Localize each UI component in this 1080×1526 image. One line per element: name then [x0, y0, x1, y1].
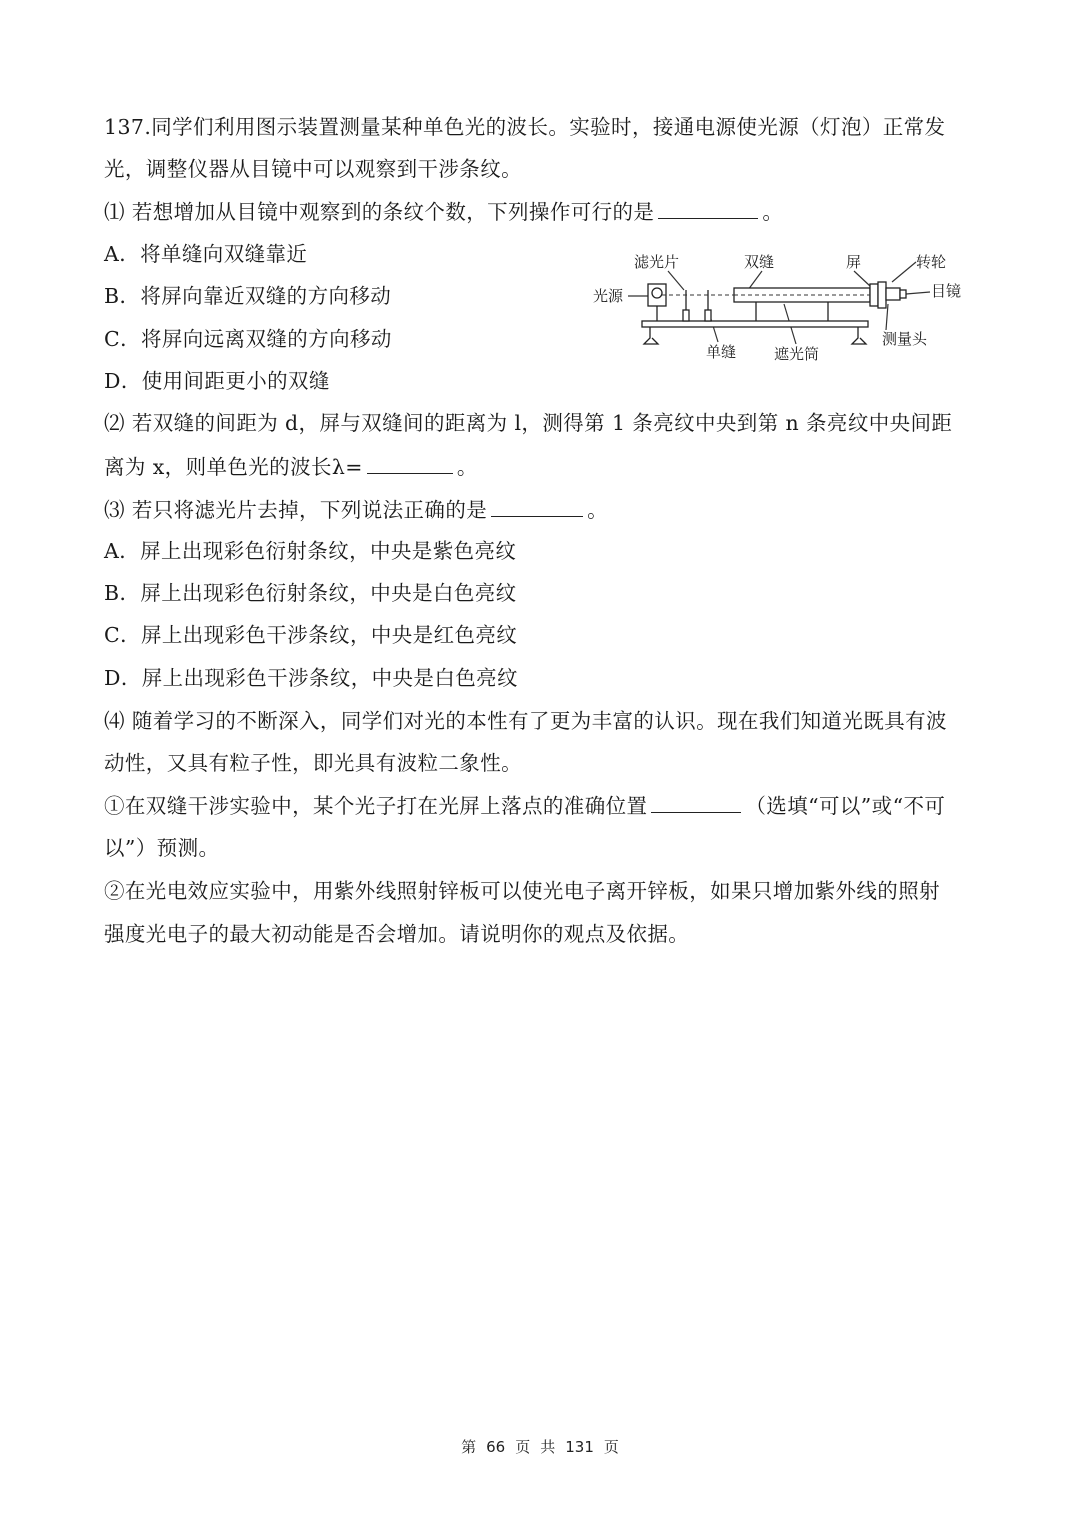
part2-line-2	[104, 451, 478, 482]
part1-option-c: C．将屏向远离双缝的方向移动	[104, 327, 392, 351]
label-filter: 滤光片	[634, 253, 680, 271]
label-measuring-head: 测量头	[882, 330, 928, 348]
label-single-slit: 单缝	[706, 343, 737, 361]
leader-double-slit	[748, 271, 762, 290]
label-eyepiece: 目镜	[931, 282, 962, 300]
screen-plate	[870, 284, 878, 306]
question-stem-line-2: 光，调整仪器从目镜中可以观察到干涉条纹。	[104, 157, 522, 181]
part1-option-a: A．将单缝向双缝靠近	[104, 242, 308, 266]
part4-sub1-line-2: 以”）预测。	[104, 836, 220, 860]
part4-line-1: ⑷ 随着学习的不断深入，同学们对光的本性有了更为丰富的认识。现在我们知道光既具有波	[104, 709, 947, 733]
bench-leg-left	[644, 327, 658, 344]
part3-option-c: C．屏上出现彩色干涉条纹，中央是红色亮纹	[104, 623, 518, 647]
part2-line-1: ⑵ 若双缝的间距为 d，屏与双缝间的距离为 l，测得第 1 条亮纹中央到第 n 条亮纹中央间距	[104, 411, 953, 435]
part3-prompt-text: ⑶ 若只将滤光片去掉，下列说法正确的是	[104, 498, 488, 522]
question-stem-line-1: 137.同学们利用图示装置测量某种单色光的波长。实验时，接通电源使光源（灯泡）正常发	[104, 115, 946, 139]
footer-word-gong: 共	[540, 1438, 556, 1456]
part4-sub2-line-2: 强度光电子的最大初动能是否会增加。请说明你的观点及依据。	[104, 922, 690, 946]
footer-word-ye-2: 页	[603, 1438, 619, 1456]
label-light-source: 光源	[593, 287, 624, 305]
leader-wheel	[892, 262, 916, 282]
leader-filter	[668, 271, 684, 290]
part1-answer-blank[interactable]	[658, 196, 758, 219]
eyepiece-tube	[886, 288, 900, 300]
leader-eyepiece	[906, 292, 930, 294]
single-slit-holder	[705, 310, 711, 321]
part3-option-d: D．屏上出现彩色干涉条纹，中央是白色亮纹	[104, 666, 518, 690]
bench-leg-right	[852, 327, 866, 344]
part3-option-a: A．屏上出现彩色衍射条纹，中央是紫色亮纹	[104, 539, 517, 563]
footer-word-di: 第	[461, 1438, 477, 1456]
part1-option-b: B．将屏向靠近双缝的方向移动	[104, 284, 392, 308]
part1-option-d: D．使用间距更小的双缝	[104, 369, 330, 393]
label-double-slit: 双缝	[744, 253, 775, 271]
footer-total-pages: 131	[565, 1438, 594, 1456]
part1-prompt	[104, 196, 783, 227]
bulb-icon	[652, 288, 662, 298]
part4-sub2-line-1: ②在光电效应实验中，用紫外线照射锌板可以使光电子离开锌板，如果只增加紫外线的照射	[104, 879, 940, 903]
eyepiece-lens	[900, 290, 906, 298]
part4-line-2: 动性，又具有粒子性，即光具有波粒二象性。	[104, 751, 522, 775]
footer-word-ye: 页	[515, 1438, 531, 1456]
part1-prompt-text: ⑴ 若想增加从目镜中观察到的条纹个数，下列操作可行的是	[104, 200, 655, 224]
part4-sub1-prefix: ①在双缝干涉实验中，某个光子打在光屏上落点的准确位置	[104, 794, 648, 818]
part2-period: 。	[456, 455, 478, 479]
part2-line-2-text: 离为 x，则单色光的波长λ=	[104, 455, 363, 479]
part4-sub1-suffix: （选填“可以”或“不可	[745, 794, 946, 818]
part1-period: 。	[762, 200, 784, 224]
part2-answer-blank[interactable]	[367, 451, 453, 474]
double-slit-apparatus-diagram	[588, 246, 988, 372]
part3-period: 。	[587, 498, 609, 522]
part4-sub1-line-1	[104, 790, 945, 821]
filter-holder	[683, 310, 689, 321]
label-wheel: 转轮	[916, 253, 947, 271]
part3-option-b: B．屏上出现彩色衍射条纹，中央是白色亮纹	[104, 581, 517, 605]
label-tube: 遮光筒	[774, 345, 820, 363]
footer-page-number: 66	[486, 1438, 506, 1456]
part4-sub1-answer-blank[interactable]	[651, 790, 741, 813]
part3-answer-blank[interactable]	[491, 494, 583, 517]
leader-screen	[854, 271, 870, 286]
measuring-wheel	[878, 282, 886, 308]
label-screen: 屏	[846, 253, 862, 271]
optical-bench-rail	[642, 321, 868, 327]
part3-prompt	[104, 494, 608, 525]
page-footer	[0, 1436, 1080, 1457]
